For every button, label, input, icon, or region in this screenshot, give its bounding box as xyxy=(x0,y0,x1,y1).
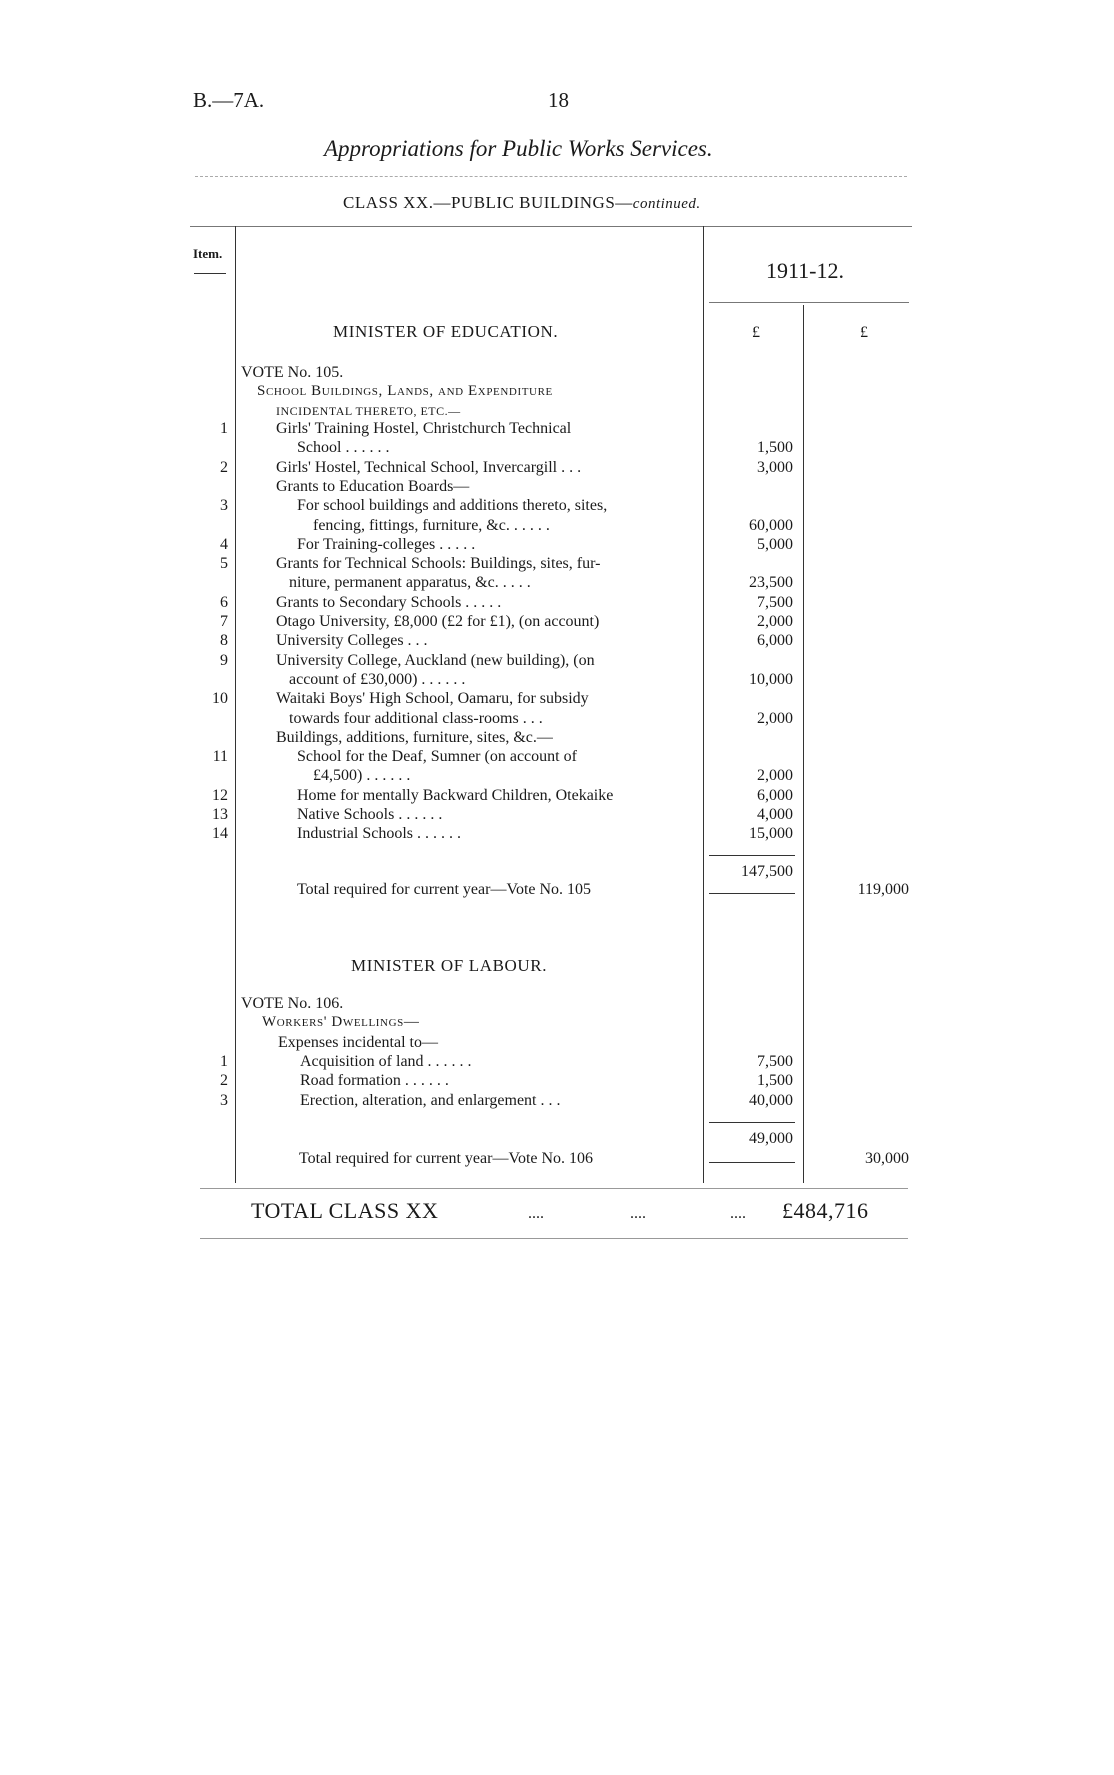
education-item-amount: 10,000 xyxy=(749,670,793,688)
grand-total-dots-1: .... xyxy=(528,1205,544,1222)
vote-105-subheading: INCIDENTAL THERETO, ETC.— xyxy=(276,404,461,418)
total-label-106: Total required for current year—Vote No. 106 xyxy=(299,1150,594,1167)
grand-total-amount: £484,716 xyxy=(782,1198,869,1223)
vote-106-heading: Workers' Dwellings— xyxy=(262,1014,420,1030)
subtotal-105: 147,500 xyxy=(741,863,793,880)
labour-item-text: Erection, alteration, and enlargement . . . xyxy=(300,1091,561,1109)
education-item-number: 6 xyxy=(220,593,228,611)
class-heading: CLASS XX.—PUBLIC BUILDINGS—continued. xyxy=(343,193,701,212)
labour-item-number: 1 xyxy=(220,1053,228,1070)
education-item-text: Native Schools . . . . . . xyxy=(297,806,443,823)
total-106: 30,000 xyxy=(865,1150,909,1167)
subtotal-106: 49,000 xyxy=(749,1130,793,1147)
education-item-amount: 3,000 xyxy=(757,458,793,476)
education-item-number: 7 xyxy=(220,613,228,630)
education-item-text: Otago University, £8,000 (£2 for £1), (on account) xyxy=(276,613,600,630)
subtotal-rule-106 xyxy=(709,1122,795,1123)
education-item-number: 3 xyxy=(220,497,228,515)
education-item-text: Girls' Training Hostel, Christchurch Technical xyxy=(276,420,572,437)
labour-item-amount: 1,500 xyxy=(757,1072,793,1090)
labour-item-text: Acquisition of land . . . . . . xyxy=(300,1053,472,1070)
education-item-amount: 2,000 xyxy=(757,767,793,785)
education-item-text: Buildings, additions, furniture, sites, &c.— xyxy=(276,728,553,746)
year-rule xyxy=(709,302,909,303)
education-item-text: account of £30,000) . . . . . . xyxy=(289,670,466,688)
table-top-rule xyxy=(190,226,912,227)
top-rule xyxy=(195,176,907,177)
grand-total-label: TOTAL CLASS XX xyxy=(251,1198,439,1223)
education-item-number: 13 xyxy=(212,806,228,823)
total-105: 119,000 xyxy=(857,881,909,898)
education-item-text: University Colleges . . . xyxy=(276,632,428,650)
minister-labour-heading: MINISTER OF LABOUR. xyxy=(351,956,548,975)
education-item-text: Grants to Secondary Schools . . . . . xyxy=(276,593,502,611)
item-column-header: Item. xyxy=(193,246,223,261)
education-item-text: towards four additional class-rooms . . . xyxy=(289,709,543,727)
education-item-amount: 7,500 xyxy=(757,593,793,611)
vote-106-label: VOTE No. 106. xyxy=(241,995,344,1012)
education-item-text: Waitaki Boys' High School, Oamaru, for subsidy xyxy=(276,690,589,708)
education-item-number: 14 xyxy=(212,825,228,843)
labour-item-number: 3 xyxy=(220,1091,228,1109)
education-item-amount: 6,000 xyxy=(757,786,793,804)
education-item-text: School . . . . . . xyxy=(297,439,390,457)
education-item-amount: 6,000 xyxy=(757,632,793,650)
education-item-amount: 5,000 xyxy=(757,535,793,553)
education-item-number: 9 xyxy=(220,651,228,669)
year-header: 1911-12. xyxy=(766,258,845,283)
education-item-number: 1 xyxy=(220,420,228,437)
education-item-amount: 60,000 xyxy=(749,516,793,534)
education-item-amount: 15,000 xyxy=(749,825,793,843)
grand-total-dots-3: .... xyxy=(730,1205,746,1222)
education-item-amount: 1,500 xyxy=(757,439,793,457)
education-item-text: £4,500) . . . . . . xyxy=(313,767,411,785)
total-rule-105 xyxy=(709,893,795,894)
document-code: B.—7A. xyxy=(193,88,265,112)
education-item-text: Grants to Education Boards— xyxy=(276,477,470,495)
currency-left: £ xyxy=(752,324,760,341)
education-item-text: Grants for Technical Schools: Buildings, sites, fur- xyxy=(276,555,601,573)
labour-item-text: Road formation . . . . . . xyxy=(300,1072,449,1090)
education-item-text: For Training-colleges . . . . . xyxy=(297,535,476,553)
education-item-number: 8 xyxy=(220,632,228,650)
grand-total-bottom-rule xyxy=(200,1238,908,1239)
total-label-105: Total required for current year—Vote No. 105 xyxy=(297,881,592,898)
education-item-text: For school buildings and additions thereto, sites, xyxy=(297,497,608,515)
grand-total-dots-2: .... xyxy=(630,1205,646,1222)
minister-education-heading: MINISTER OF EDUCATION. xyxy=(333,322,559,341)
education-item-amount: 2,000 xyxy=(757,709,793,727)
total-rule-106 xyxy=(709,1162,795,1163)
education-item-text: Industrial Schools . . . . . . xyxy=(297,825,461,843)
education-item-text: University College, Auckland (new building), (on xyxy=(276,651,595,669)
currency-right: £ xyxy=(860,324,868,341)
education-item-number: 2 xyxy=(220,458,228,476)
item-column-line xyxy=(235,226,236,1183)
education-item-amount: 2,000 xyxy=(757,613,793,630)
amount-column-line xyxy=(703,226,704,1183)
vote-105-heading: School Buildings, Lands, and Expenditure xyxy=(257,383,553,399)
item-header-rule xyxy=(194,273,226,274)
grand-total-top-rule xyxy=(200,1188,908,1189)
education-item-amount: 23,500 xyxy=(749,574,793,592)
education-item-amount: 4,000 xyxy=(757,806,793,823)
labour-item-amount: 40,000 xyxy=(749,1091,793,1109)
education-item-number: 11 xyxy=(212,748,228,766)
education-item-text: fencing, fittings, furniture, &c. . . . . . xyxy=(313,516,550,534)
education-item-number: 12 xyxy=(212,786,228,804)
vote-106-subheading: Expenses incidental to— xyxy=(278,1034,438,1051)
education-item-number: 5 xyxy=(220,555,228,573)
page-number: 18 xyxy=(548,88,569,112)
labour-item-amount: 7,500 xyxy=(757,1053,793,1070)
education-item-text: School for the Deaf, Sumner (on account of xyxy=(297,748,577,766)
education-item-text: niture, permanent apparatus, &c. . . . . xyxy=(289,574,531,592)
education-item-number: 4 xyxy=(220,535,228,553)
vote-105-label: VOTE No. 105. xyxy=(241,364,344,381)
education-item-text: Home for mentally Backward Children, Otekaike xyxy=(297,786,614,804)
total-column-line xyxy=(803,305,804,1183)
education-item-number: 10 xyxy=(212,690,228,708)
labour-item-number: 2 xyxy=(220,1072,228,1090)
page-title: Appropriations for Public Works Services. xyxy=(324,136,713,161)
education-item-text: Girls' Hostel, Technical School, Invercargill . . . xyxy=(276,458,582,476)
subtotal-rule-105 xyxy=(709,855,795,856)
